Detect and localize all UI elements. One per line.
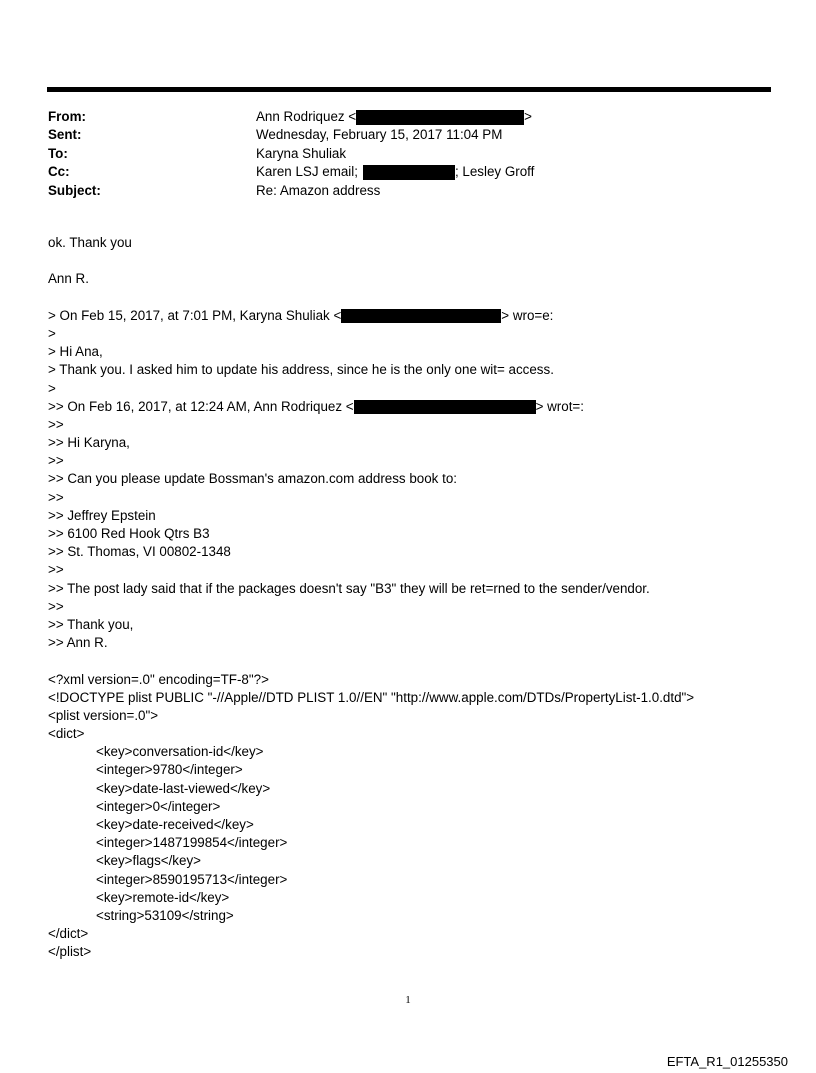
body-line: >> Thank you,: [48, 616, 134, 632]
quote-header-end: > wro=e:: [501, 307, 554, 323]
body-line: >>: [48, 453, 64, 469]
plist-line: <string>53109</string>: [96, 907, 234, 923]
quote-header-text: > On Feb 15, 2017, at 7:01 PM, Karyna Shuliak <: [48, 307, 342, 323]
body-line: > Thank you. I asked him to update his address, since he is the only one wit= access.: [48, 362, 554, 378]
cc-value-b: ; Lesley Groff: [454, 164, 535, 180]
from-label: From:: [48, 109, 86, 124]
plist-line: <key>date-received</key>: [96, 817, 254, 832]
quote-header-end: > wrot=:: [535, 398, 584, 414]
plist-line: <integer>1487199854</integer>: [96, 835, 288, 851]
plist-line: </dict>: [48, 926, 89, 942]
body-line: >: [48, 380, 56, 396]
plist-line: <integer>9780</integer>: [96, 762, 243, 778]
body-line: >> The post lady said that if the packages doesn't say "B3" they will be ret=rned to the sender/vendor.: [48, 580, 650, 596]
sent-row: [48, 126, 768, 144]
document-id: EFTA_R1_01255350: [666, 1054, 788, 1069]
email-body: [48, 234, 788, 962]
redaction-block: [354, 400, 536, 414]
subject-label: Subject:: [48, 182, 101, 198]
from-value: [256, 108, 532, 126]
plist-line: <key>date-last-viewed</key>: [96, 780, 271, 796]
plist-line: <integer>8590195713</integer>: [96, 871, 288, 887]
redaction-block: [341, 309, 501, 323]
body-line: >> 6100 Red Hook Qtrs B3: [48, 526, 210, 541]
from-row: [48, 108, 768, 126]
plist-line: <integer>0</integer>: [96, 798, 221, 814]
body-line: [48, 398, 788, 416]
body-line: Ann R.: [48, 271, 89, 287]
header-rule: [47, 87, 771, 92]
body-line: >>: [48, 416, 64, 432]
body-line: >> Ann R.: [48, 635, 108, 651]
plist-line: <key>remote-id</key>: [96, 889, 230, 905]
plist-line: <?xml version=.0" encoding=TF-8"?>: [48, 671, 269, 687]
sent-label: Sent:: [48, 127, 82, 143]
subject-row: [48, 182, 768, 200]
plist-line: <key>flags</key>: [96, 853, 201, 869]
cc-label: Cc:: [48, 164, 70, 180]
plist-line: <!DOCTYPE plist PUBLIC "-//Apple//DTD PLIST 1.0//EN" "http://www.apple.com/DTDs/PropertyList-1.0.dtd">: [48, 689, 695, 705]
body-line: [48, 307, 788, 325]
email-header: [48, 108, 768, 200]
body-line: ok. Thank you: [48, 235, 132, 250]
to-value: Karyna Shuliak: [256, 145, 347, 161]
redaction-block: [363, 165, 455, 180]
body-line: >>: [48, 489, 64, 505]
from-close: >: [524, 109, 532, 124]
quote-header-text: >> On Feb 16, 2017, at 12:24 AM, Ann Rodriquez <: [48, 398, 354, 414]
to-row: [48, 145, 768, 163]
to-label: To:: [48, 145, 68, 161]
body-line: >>: [48, 562, 64, 578]
plist-line: <key>conversation-id</key>: [96, 744, 264, 760]
body-line: >> Jeffrey Epstein: [48, 507, 156, 523]
from-name: Ann Rodriquez <: [256, 109, 357, 124]
plist-line: <plist version=.0">: [48, 707, 159, 723]
body-line: >> Hi Karyna,: [48, 435, 130, 451]
sent-value: Wednesday, February 15, 2017 11:04 PM: [256, 127, 503, 143]
plist-line: </plist>: [48, 944, 92, 960]
cc-value-a: Karen LSJ email;: [256, 164, 358, 180]
cc-value: [256, 163, 534, 181]
body-line: >> St. Thomas, VI 00802-1348: [48, 544, 231, 560]
redaction-block: [356, 110, 524, 125]
plist-line: <dict>: [48, 726, 85, 742]
body-line: >>: [48, 598, 64, 614]
body-line: >: [48, 325, 56, 341]
subject-value: Re: Amazon address: [256, 182, 381, 198]
cc-row: [48, 163, 768, 181]
body-line: > Hi Ana,: [48, 344, 103, 360]
body-line: >> Can you please update Bossman's amazon.com address book to:: [48, 471, 457, 487]
page-number: 1: [405, 994, 411, 1006]
